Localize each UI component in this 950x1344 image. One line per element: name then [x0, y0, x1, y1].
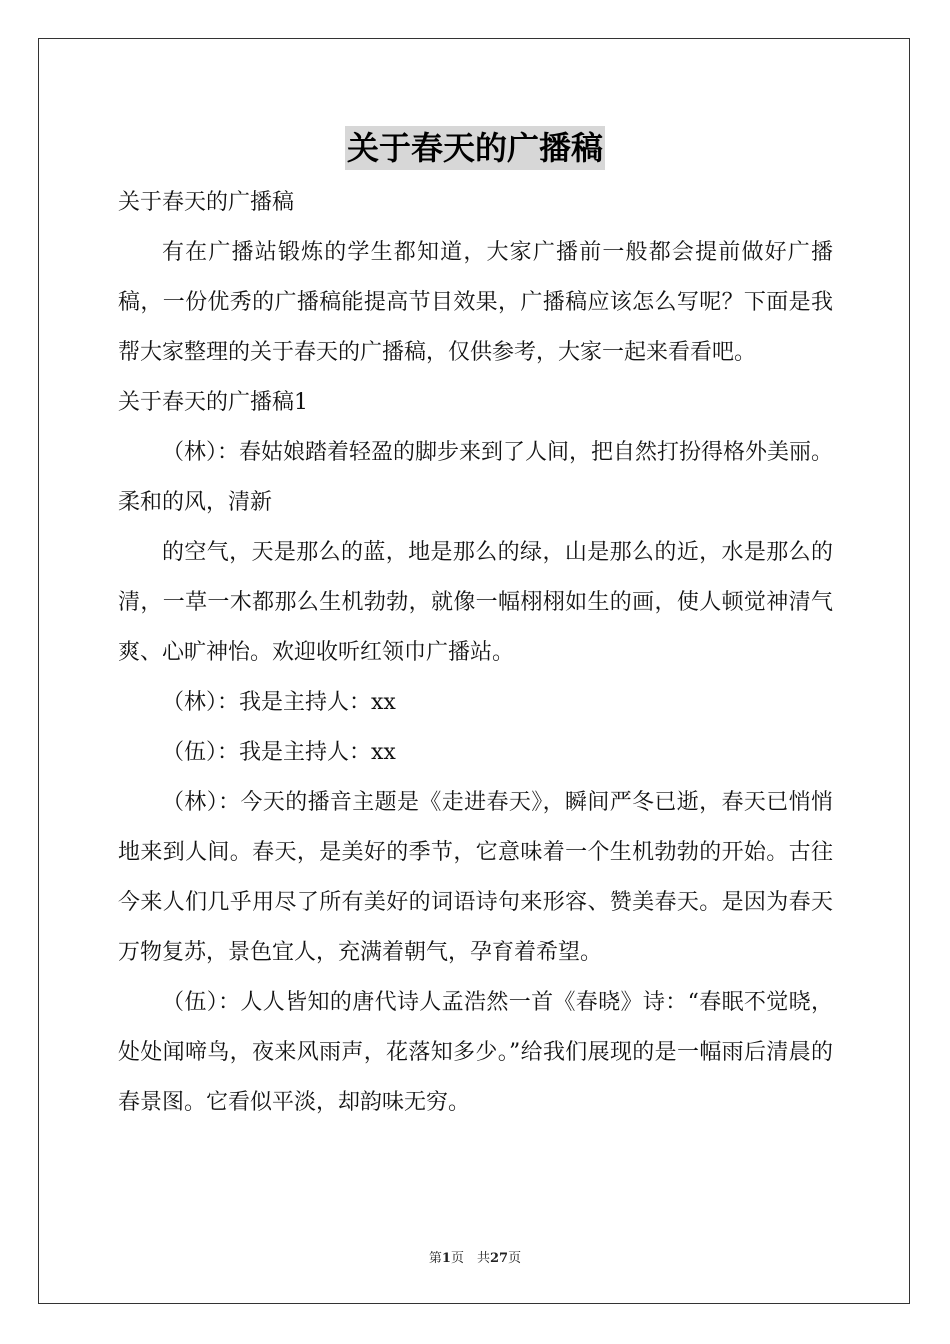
paragraph: 的空气，天是那么的蓝，地是那么的绿，山是那么的近，水是那么的清，一草一木都那么生机勃勃，就像一幅栩栩如生的画，使人顿觉神清气爽、心旷神怡。欢迎收听红领巾广播站。 [118, 540, 833, 665]
document-body [118, 178, 833, 1128]
paragraph: 关于春天的广播稿1 [118, 390, 308, 415]
page-footer [0, 1247, 950, 1266]
page-current: 1 [441, 1251, 451, 1266]
paragraph: 关于春天的广播稿 [118, 190, 295, 215]
paragraph: （伍）：我是主持人：xx [162, 740, 396, 765]
title-wrap [0, 126, 950, 170]
paragraph: （林）：今天的播音主题是《走进春天》，瞬间严冬已逝，春天已悄悄地来到人间。春天，是美好的季节，它意味着一个生机勃勃的开始。古往今来人们几乎用尽了所有美好的词语诗句来形容、赞美春天。是因为春天万物复苏，景色宜人，充满着朝气，孕育着希望。 [118, 790, 833, 965]
document-title: 关于春天的广播稿 [345, 126, 605, 170]
page-total: 27 [489, 1251, 509, 1266]
paragraph: （林）：我是主持人：xx [162, 690, 396, 715]
paragraph: （伍）：人人皆知的唐代诗人孟浩然一首《春晓》诗：“春眠不觉晓，处处闻啼鸟，夜来风雨声，花落知多少。”给我们展现的是一幅雨后清晨的春景图。它看似平淡，却韵味无穷。 [118, 990, 833, 1115]
page-mid: 页 共 [450, 1251, 490, 1266]
page-suffix: 页 [508, 1251, 522, 1266]
page-prefix: 第 [428, 1251, 442, 1266]
paragraph: 有在广播站锻炼的学生都知道，大家广播前一般都会提前做好广播稿，一份优秀的广播稿能提高节目效果，广播稿应该怎么写呢？下面是我帮大家整理的关于春天的广播稿，仅供参考，大家一起来看看吧。 [118, 240, 833, 365]
paragraph: （林）：春姑娘踏着轻盈的脚步来到了人间，把自然打扮得格外美丽。柔和的风，清新 [118, 440, 834, 515]
